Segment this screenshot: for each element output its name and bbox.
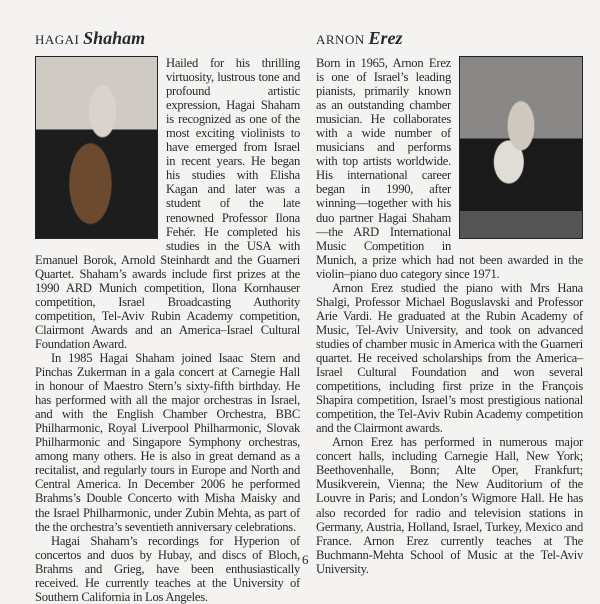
heading-hagai-shaham (35, 28, 300, 48)
hagai-shaham-bio (35, 28, 300, 604)
first-name: HAGAI (35, 32, 80, 47)
bio-paragraph: Born in 1965, Arnon Erez is one of Israel’s leading pianists, primarily known as an outstanding chamber musician. He collaborates with a wide number of musicians and performs with top artists worldwide. His international career began in 1990, after winning—together with his duo partner Hagai Shaham—the ARD International Music Competition in Munich, a prize which had not been awarded in the violin–piano duo category since 1971. (316, 56, 583, 281)
heading-arnon-erez (316, 28, 583, 48)
bio-paragraph: Arnon Erez studied the piano with Mrs Hana Shalgi, Professor Michael Boguslavski and Professor Arie Vardi. He graduated at the Rubin Academy of Music, Tel-Aviv University, and took on advanced studies of chamber music in America with the Guarneri quartet. He received scholarships from the America–Israel Cultural Foundation and won several competitions, including first prize in the François Shapira competition, Israel’s most prestigious national competition, the Tel-Aviv Rubin Academy competition and the Clairmont awards. (316, 280, 583, 436)
last-name: Erez (368, 28, 403, 48)
first-name: ARNON (316, 32, 365, 47)
bio-paragraph: In 1985 Hagai Shaham joined Isaac Stern and Pinchas Zukerman in a gala concert at Carnegie Hall in honour of Maestro Stern’s sixty-fifth birthday. He has performed with all the major orchestras in Israel, and with the English Chamber Orchestra, BBC Philharmonic, Royal Liverpool Philharmonic, Slovak Philharmonic and Singapore Symphony orchestras, among many others. He is also in great demand as a recitalist, and regularly tours in Europe and North and Central America. In December 2006 he performed Brahms’s Double Concerto with Misha Maisky and the Israel Philharmonic, under Zubin Mehta, as part of the the orchestra’s seventieth anniversary celebrations. (35, 350, 300, 534)
bio-paragraph: Hailed for his thrilling virtuosity, lustrous tone and profound artistic expression, Hagai Shaham is recognized as one of the most exciting violinists to have emerged from Israel in recent years. He began his studies with Elisha Kagan and later was a student of the late renowned Professor Ilona Fehér. He completed his studies in the USA with Emanuel Borok, Arnold Steinhardt and the Guarneri Quartet. Shaham’s awards include first prizes at the 1990 ARD Munich competition, Ilona Kornhauser competition, Israel Broadcasting Authority competition, Tel-Aviv Rubin Academy competition, Clairmont Awards and an America–Israel Cultural Foundation Award. (35, 56, 300, 351)
page-number: 6 (302, 552, 309, 567)
bio-paragraph: Hagai Shaham’s recordings for Hyperion of concertos and duos by Hubay, and discs of Bloch, Brahms and Grieg, have been enthusiastically received. He currently teaches at the University of Southern California in Los Angeles. (35, 533, 300, 604)
arnon-erez-photo (459, 56, 583, 239)
hagai-shaham-photo (35, 56, 158, 239)
arnon-erez-bio (316, 28, 583, 576)
last-name: Shaham (83, 28, 146, 48)
bio-paragraph: Arnon Erez has performed in numerous major concert halls, including Carnegie Hall, New York; Beethovenhalle, Bonn; Alte Oper, Frankfurt; Musikverein, Vienna; the New Auditorium of the Louvre in Paris; and London’s Wigmore Hall. He has also recorded for radio and television stations in Germany, Austria, Holland, Israel, Turkey, Mexico and France. Arnon Erez currently teaches at The Buchmann-Mehta School of Music at the Tel-Aviv University. (316, 435, 583, 576)
